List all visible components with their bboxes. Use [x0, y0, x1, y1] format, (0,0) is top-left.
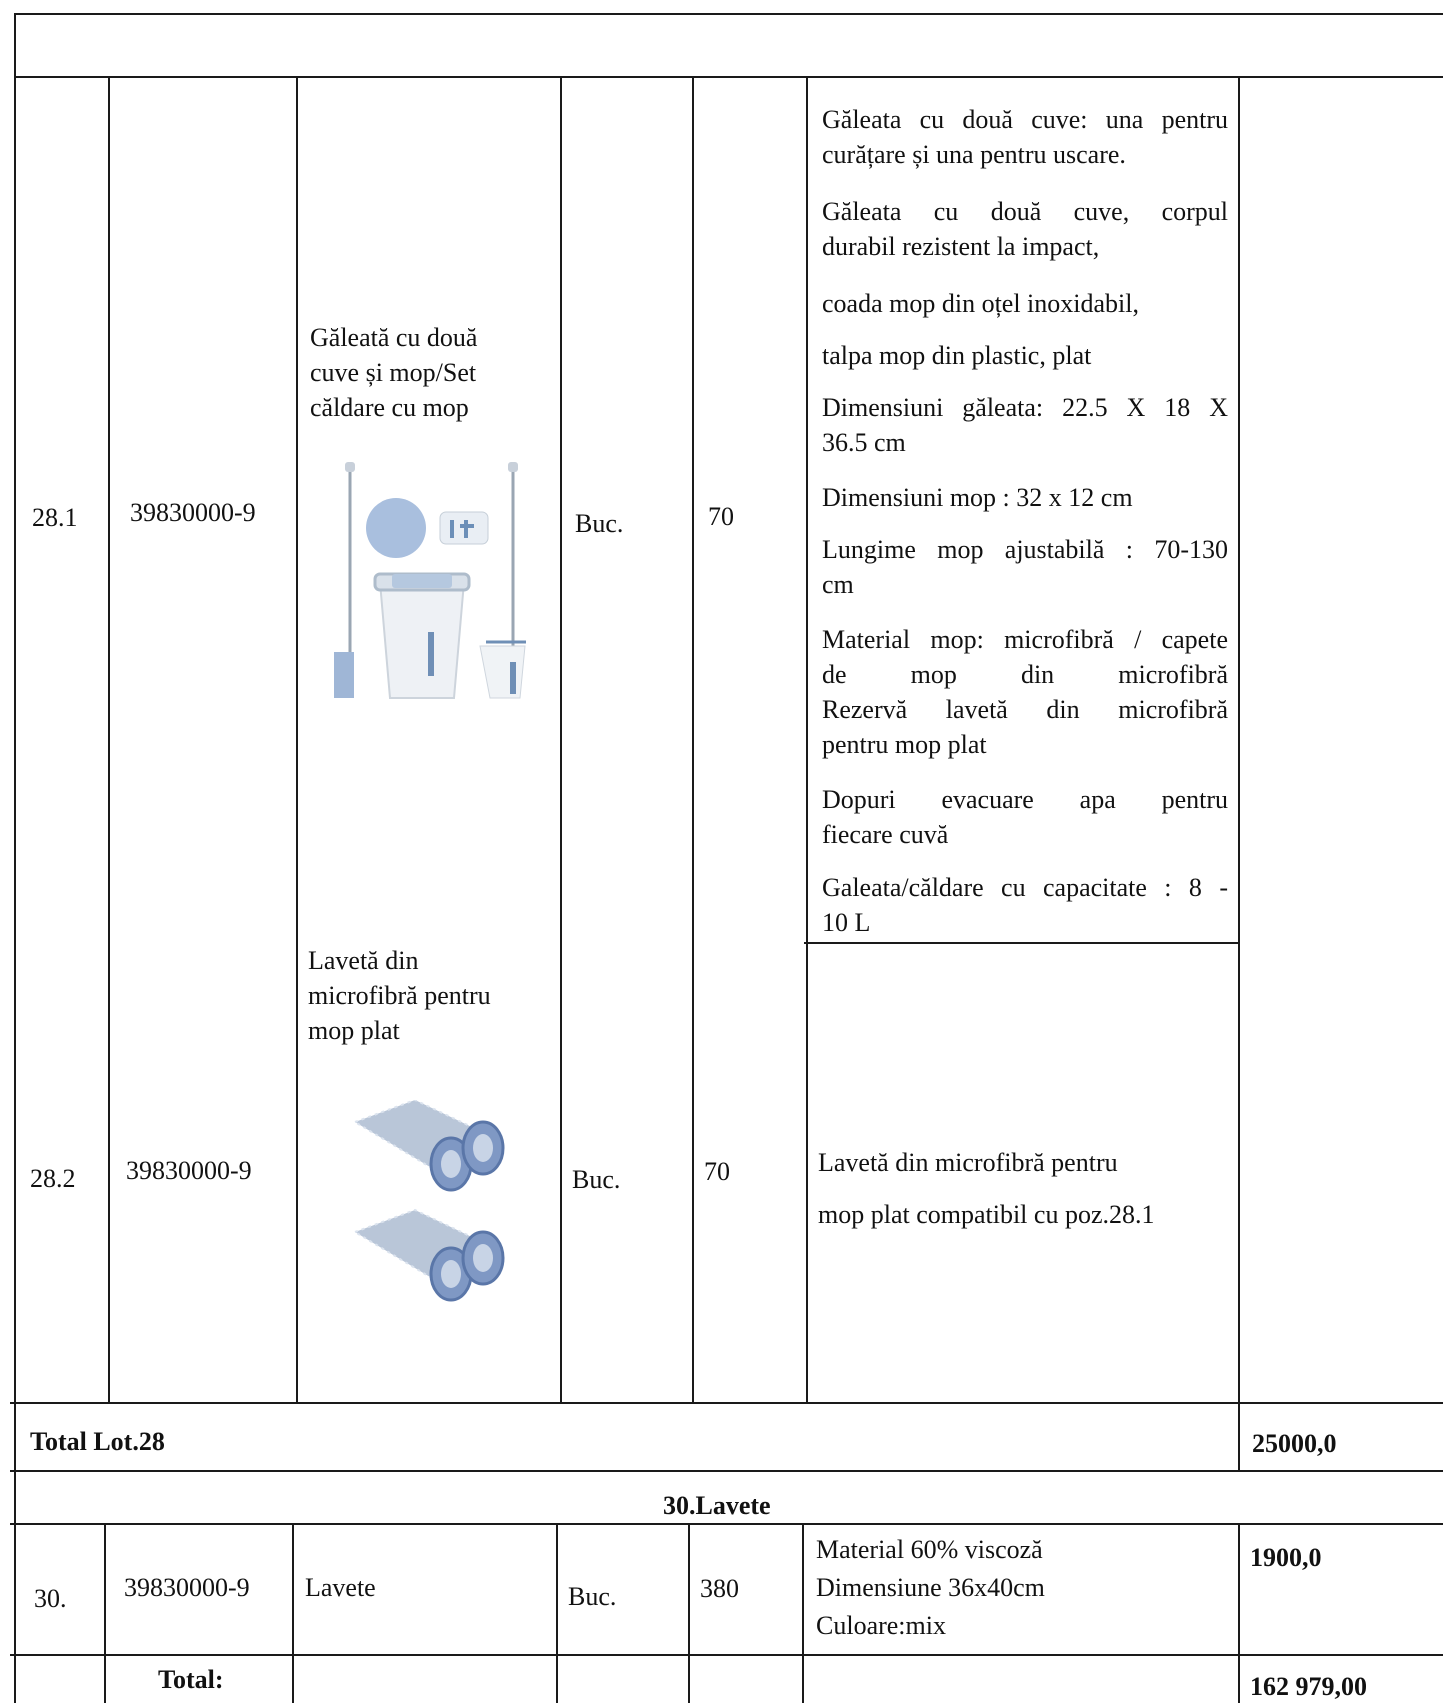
unit: Buc.: [575, 509, 624, 538]
cpv-code: 39830000-9: [130, 498, 256, 527]
spec-paragraph: Găleata cu două cuve: una pentru curățare și una pentru uscare.: [822, 105, 1228, 169]
spec-paragraph: Găleata cu două cuve, corpul durabil rezistent la impact,: [822, 197, 1228, 261]
spec-paragraph: Material mop: microfibră / capete de mop din microfibră Rezervă lavetă din microfibră pentru mop plat: [822, 625, 1228, 759]
unit: Buc.: [568, 1582, 617, 1611]
microfiber-pads-image: [345, 1100, 515, 1310]
product-name: Găleată cu două cuve și mop/Set căldare cu mop: [310, 323, 478, 422]
total-label: Total:: [158, 1665, 224, 1694]
spec-paragraph: Lungime mop ajustabilă : 70-130 cm: [822, 535, 1228, 599]
total-value: 162 979,00: [1250, 1672, 1367, 1701]
cpv-code: 39830000-9: [126, 1156, 252, 1185]
row-value: 1900,0: [1250, 1543, 1322, 1572]
spec-paragraph: Dimensiuni mop : 32 x 12 cm: [822, 483, 1133, 512]
spec-paragraph: Dopuri evacuare apa pentru fiecare cuvă: [822, 785, 1228, 849]
bucket-mop-set-image: [330, 462, 530, 702]
total-lot-value: 25000,0: [1252, 1429, 1337, 1458]
spec-paragraph: Galeata/căldare cu capacitate : 8 - 10 L: [822, 873, 1228, 937]
cpv-code: 39830000-9: [124, 1573, 250, 1602]
row-number: 28.1: [32, 503, 78, 532]
quantity: 70: [708, 502, 734, 531]
product-name: Lavetă din microfibră pentru mop plat: [308, 946, 491, 1045]
total-lot-label: Total Lot.28: [30, 1427, 165, 1456]
row-number: 28.2: [30, 1164, 76, 1193]
unit: Buc.: [572, 1165, 621, 1194]
row-number: 30.: [34, 1584, 67, 1613]
quantity: 70: [704, 1157, 730, 1186]
spec-paragraph: Lavetă din microfibră pentru mop plat compatibil cu poz.28.1: [818, 1148, 1155, 1229]
spec-paragraph: coada mop din oțel inoxidabil,: [822, 289, 1139, 318]
spec-paragraph: Material 60% viscoză Dimensiune 36x40cm Culoare:mix: [816, 1535, 1045, 1640]
spec-paragraph: talpa mop din plastic, plat: [822, 341, 1092, 370]
section-title: 30.Lavete: [663, 1491, 771, 1520]
product-name: Lavete: [305, 1573, 376, 1602]
spec-paragraph: Dimensiuni găleata: 22.5 X 18 X 36.5 cm: [822, 393, 1228, 457]
quantity: 380: [700, 1574, 739, 1603]
